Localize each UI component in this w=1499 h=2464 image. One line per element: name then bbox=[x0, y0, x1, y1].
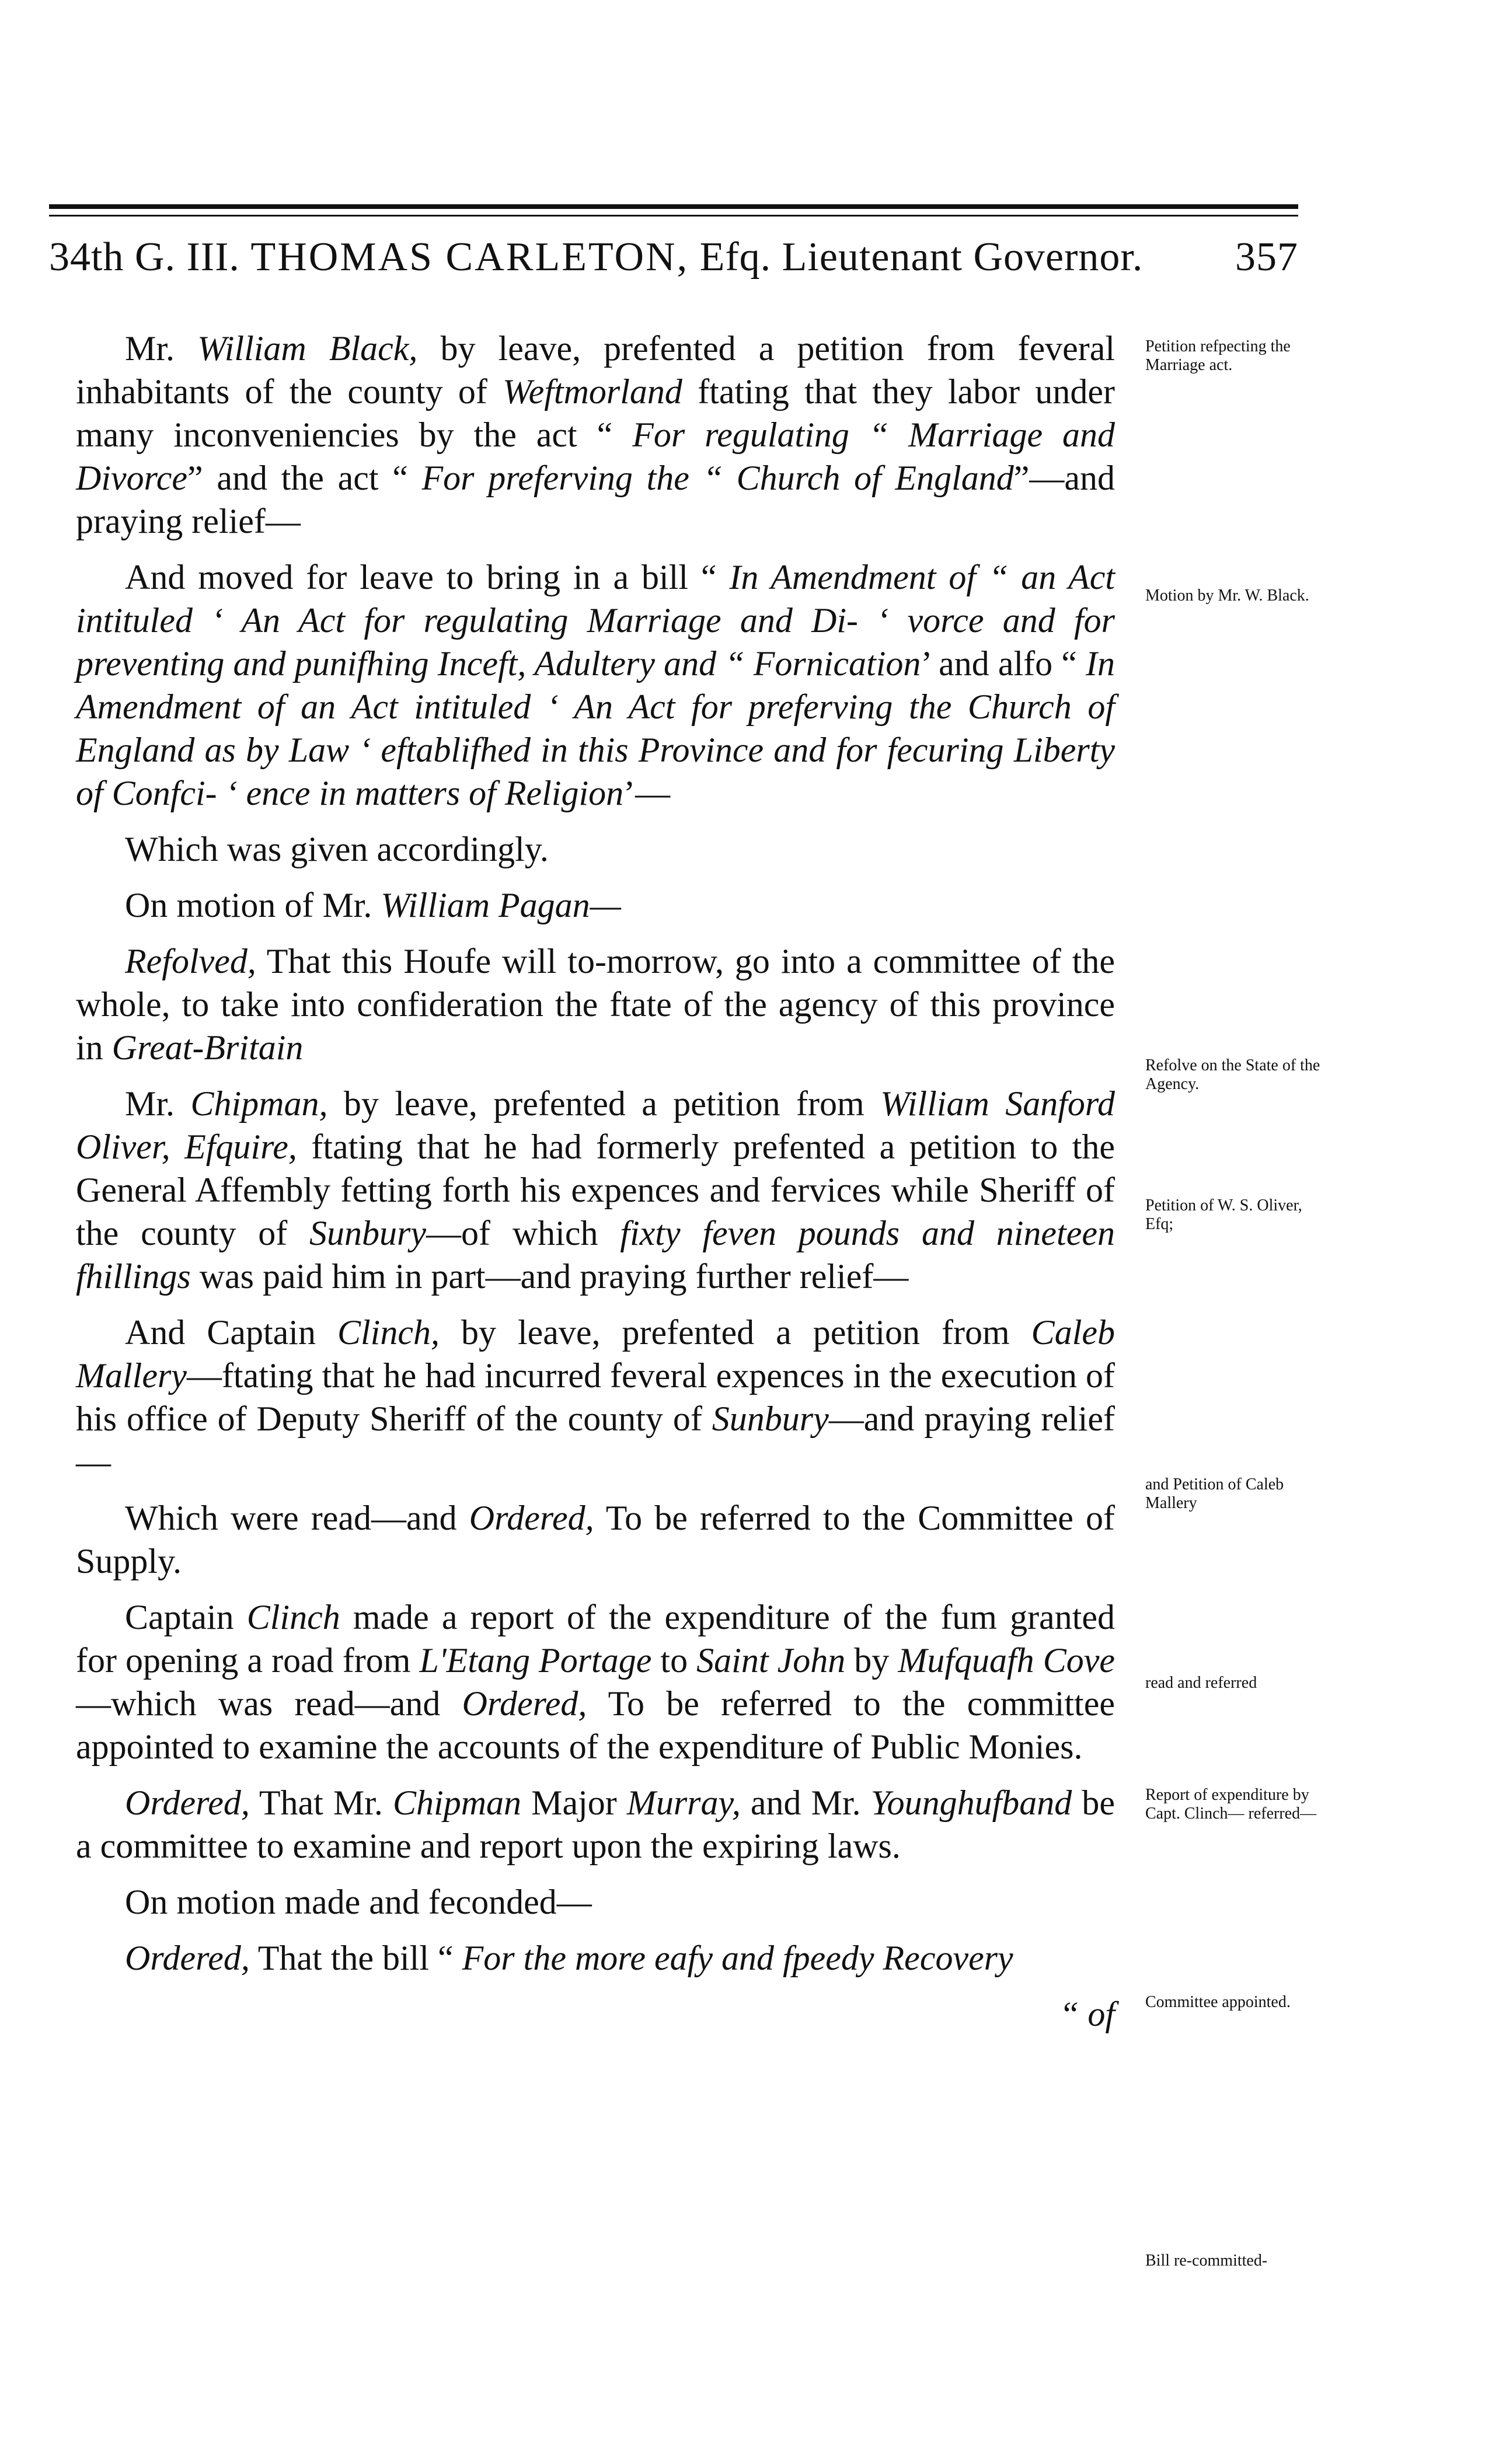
margin-note: Petition refpecting the Marriage act. bbox=[1145, 337, 1291, 374]
italic-text-run: In Amendment of “ an Act intituled ‘ An Act for regulating Marriage and Di- ‘ vorce and for preventing and punifhing Inceft, Adultery and “ Fornication bbox=[76, 558, 1115, 683]
paragraph-committee bbox=[76, 1781, 1115, 1868]
text-run: and Mr. bbox=[740, 1784, 871, 1822]
italic-text-run: Great-Britain bbox=[111, 1028, 304, 1067]
text-run: ”—and praying relief— bbox=[76, 459, 1115, 540]
italic-text-run: fixty feven pounds and nineteen fhillings bbox=[76, 1214, 1115, 1296]
text-run: by leave, prefented a petition from feveral inhabitants of the county of bbox=[76, 329, 1115, 411]
header-left bbox=[49, 234, 1143, 281]
text-run: On motion made and feconded— bbox=[125, 1883, 592, 1921]
text-run: —and praying relief— bbox=[76, 1399, 1115, 1481]
text-run: That Mr. bbox=[249, 1784, 393, 1822]
italic-text-run: “ of bbox=[1059, 1995, 1115, 2033]
text-run: —of which bbox=[426, 1214, 620, 1252]
italic-text-run: William Pagan— bbox=[381, 886, 622, 924]
italic-text-run: Saint John bbox=[696, 1641, 846, 1680]
margin-note: Bill re-committed- bbox=[1145, 2252, 1268, 2270]
text-run: —which was read—and bbox=[76, 1684, 462, 1723]
text-run: —ftating that he had incurred feveral expences in the execution of his office of Deputy Sheriff of the county of bbox=[76, 1356, 1115, 1438]
italic-text-run: Sunbury bbox=[309, 1214, 427, 1252]
text-run: Which was given accordingly. bbox=[125, 830, 549, 868]
italic-text-run: For regulating “ Marriage and Divorce bbox=[76, 416, 1115, 497]
italic-text-run: In Amendment of an Act intituled ‘ An Act for preferving the Church of England as by Law ‘ eftablifhed in this Province and for fecuring Liberty of Confci- ‘ ence in matters of Religion bbox=[76, 644, 1115, 812]
italic-text-run: Caleb Mallery bbox=[76, 1313, 1115, 1395]
text-run: was paid him in part—and praying further relief— bbox=[190, 1257, 909, 1296]
text-run: be a committee to examine and report upon the expiring laws. bbox=[76, 1784, 1115, 1865]
text-run: by leave, prefented a petition from bbox=[327, 1084, 881, 1123]
italic-text-run: Ordered, bbox=[469, 1499, 594, 1537]
paragraph-bill-recommitted bbox=[76, 1936, 1115, 1980]
italic-text-run: William Black, bbox=[197, 329, 418, 368]
text-run: Mr. bbox=[125, 1084, 191, 1123]
italic-text-run: Murray, bbox=[626, 1784, 741, 1822]
italic-text-run: Chipman, bbox=[190, 1084, 328, 1123]
italic-text-run: Refolved, bbox=[125, 942, 256, 980]
italic-text-run: Ordered, bbox=[125, 1939, 250, 1977]
text-run: ’— bbox=[623, 774, 671, 812]
margin-note: Refolve on the State of the Agency. bbox=[1145, 1056, 1320, 1093]
margin-note: Committee appointed. bbox=[1145, 1993, 1291, 2011]
text-run: ftating that they labor under many inconveniencies by the act “ bbox=[76, 372, 1115, 454]
text-run: by leave, prefented a petition from bbox=[439, 1313, 1031, 1352]
italic-text-run: For the more eafy and fpeedy Recovery bbox=[462, 1939, 1013, 1977]
header-rule-thin bbox=[49, 215, 1298, 217]
header-rule-thick bbox=[49, 204, 1298, 209]
text-run: That the bill “ bbox=[249, 1939, 462, 1977]
italic-text-run: William Sanford Oliver, Efquire, bbox=[76, 1084, 1115, 1166]
italic-text-run: For preferving the “ Church of England bbox=[421, 459, 1014, 497]
text-run: And moved for leave to bring in a bill “ bbox=[125, 558, 730, 596]
text-run: And Captain bbox=[125, 1313, 337, 1352]
margin-note: Report of expenditure by Capt. Clinch— referred— bbox=[1145, 1786, 1317, 1823]
catchword bbox=[76, 1992, 1115, 2036]
text-run: ” and the act “ bbox=[187, 459, 422, 497]
header-name: THOMAS CARLETON, bbox=[250, 235, 689, 280]
margin-note: read and referred bbox=[1145, 1674, 1257, 1692]
body-text bbox=[76, 327, 1115, 2048]
paragraph-motion-seconded bbox=[76, 1880, 1115, 1924]
paragraph-petition-black bbox=[76, 327, 1115, 543]
paragraph-given bbox=[76, 828, 1115, 871]
italic-text-run: Ordered, bbox=[462, 1684, 587, 1723]
italic-text-run: Younghufband bbox=[870, 1784, 1072, 1822]
text-run: by bbox=[845, 1641, 898, 1680]
italic-text-run: Weftmorland bbox=[503, 372, 682, 411]
italic-text-run: Clinch, bbox=[337, 1313, 440, 1352]
italic-text-run: Mufquafh Cove bbox=[898, 1641, 1115, 1680]
paragraph-motion-black bbox=[76, 556, 1115, 815]
text-run: Which were read—and bbox=[125, 1499, 469, 1537]
page-number: 357 bbox=[1235, 235, 1298, 280]
paragraph-resolved-agency bbox=[76, 940, 1115, 1069]
text-run: That this Houfe will to-morrow, go into a committee of the whole, to take into confideration the ftate of the agency of this province in bbox=[76, 942, 1115, 1067]
text-run: On motion of Mr. bbox=[125, 886, 381, 924]
margin-note: Motion by Mr. W. Black. bbox=[1145, 587, 1309, 605]
margin-note: and Petition of Caleb Mallery bbox=[1145, 1475, 1284, 1512]
italic-text-run: L'Etang Portage bbox=[419, 1641, 652, 1680]
text-run: ftating that he had formerly prefented a petition to the General Affembly fetting forth his expences and fervices while Sheriff of the county of bbox=[76, 1128, 1115, 1252]
italic-text-run: Ordered, bbox=[125, 1784, 250, 1822]
header-title: Efq. Lieutenant Governor. bbox=[699, 235, 1144, 280]
header-session: 34th G. III. bbox=[49, 235, 240, 280]
paragraph-petition-oliver bbox=[76, 1082, 1115, 1298]
text-run: to bbox=[651, 1641, 697, 1680]
text-run: To be referred to the Committee of Supply. bbox=[76, 1499, 1115, 1580]
text-run: ’ and alfo “ bbox=[921, 644, 1086, 683]
text-run: Major bbox=[521, 1784, 627, 1822]
paragraph-motion-pagan bbox=[76, 884, 1115, 927]
paragraph-petition-mallery bbox=[76, 1311, 1115, 1484]
paragraph-read-referred bbox=[76, 1496, 1115, 1583]
paragraph-report-clinch bbox=[76, 1596, 1115, 1768]
running-header bbox=[49, 225, 1298, 289]
text-run: Captain bbox=[125, 1598, 247, 1636]
italic-text-run: Chipman bbox=[393, 1784, 522, 1822]
italic-text-run: Clinch bbox=[246, 1598, 340, 1636]
text-run: Mr. bbox=[125, 329, 198, 368]
italic-text-run: Sunbury bbox=[712, 1399, 829, 1438]
margin-note: Petition of W. S. Oliver, Efq; bbox=[1145, 1196, 1302, 1233]
text-run: made a report of the expenditure of the fum granted for opening a road from bbox=[76, 1598, 1115, 1680]
text-run: To be referred to the committee appointed to examine the accounts of the expenditure of Public Monies. bbox=[76, 1684, 1115, 1766]
